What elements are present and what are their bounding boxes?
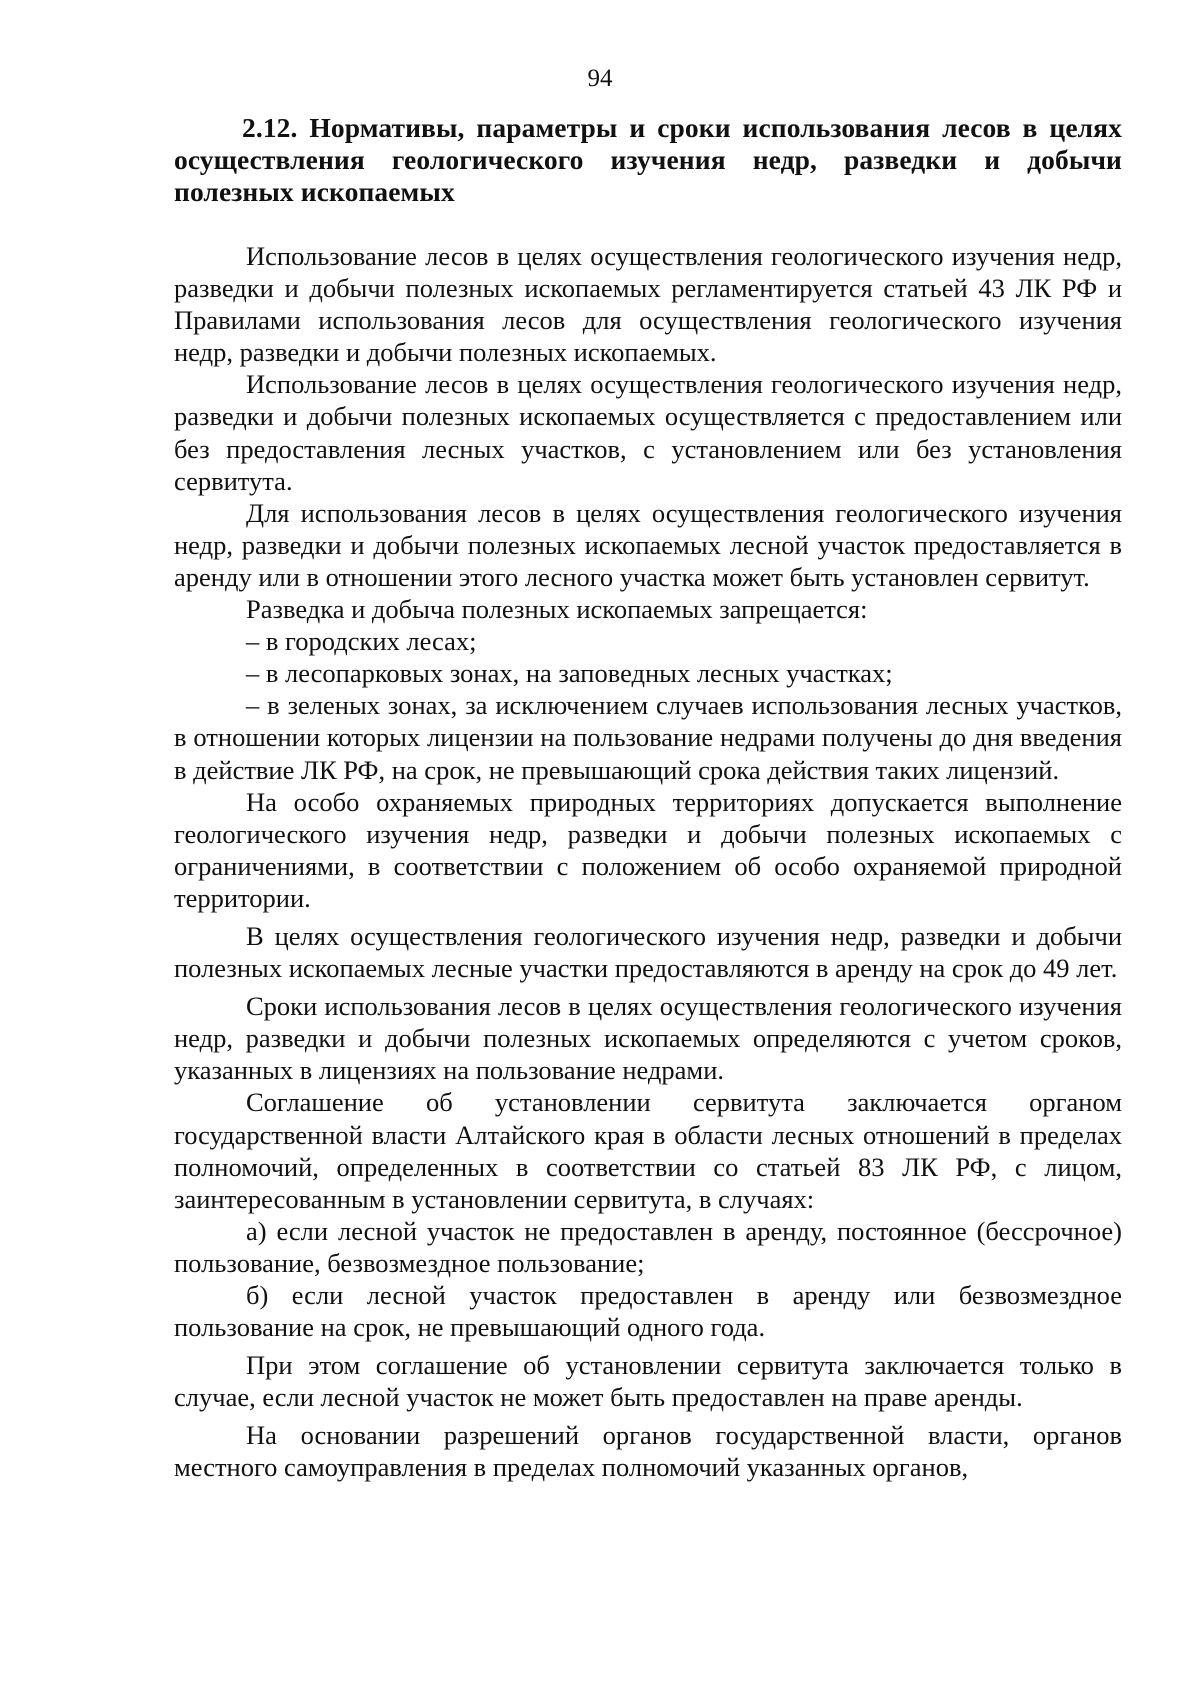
paragraph: В целях осуществления геологического изучения недр, разведки и добычи полезных ископаемых лесные участки предоставляются в аренду на срок до 49 лет. xyxy=(174,920,1122,984)
paragraph: Соглашение об установлении сервитута заключается органом государственной власти Алтайского края в области лесных отношений в пределах полномочий, определенных в соответствии со статьей 83 ЛК РФ, с лицом, заинтересованным в установлении сервитута, в случаях: xyxy=(174,1087,1122,1214)
paragraph: На основании разрешений органов государственной власти, органов местного самоуправления в пределах полномочий указанных органов, xyxy=(174,1420,1122,1483)
body-text xyxy=(174,240,1122,1484)
paragraph: Для использования лесов в целях осуществления геологического изучения недр, разведки и добычи полезных ископаемых лесной участок предоставляется в аренду или в отношении этого лесного участка может быть установлен сервитут. xyxy=(174,497,1122,592)
list-item: а) если лесной участок не предоставлен в аренду, постоянное (бессрочное) пользование, безвозмездное пользование; xyxy=(174,1215,1122,1278)
paragraph: Разведка и добыча полезных ископаемых запрещается: xyxy=(246,594,868,625)
paragraph: При этом соглашение об установлении сервитута заключается только в случае, если лесной участок не может быть предоставлен на праве аренды. xyxy=(174,1350,1122,1413)
list-item: б) если лесной участок предоставлен в аренду или безвозмездное пользование на срок, не превышающий одного года. xyxy=(174,1280,1122,1343)
paragraph: На особо охраняемых природных территориях допускается выполнение геологического изучения недр, разведки и добычи полезных ископаемых с ограничениями, в соответствии с положением об особо охраняемой природной территории. xyxy=(174,786,1122,913)
paragraph: Сроки использования лесов в целях осуществления геологического изучения недр, разведки и добычи полезных ископаемых определяются с учетом сроков, указанных в лицензиях на пользование недрами. xyxy=(174,991,1122,1086)
list-item: – в городских лесах; xyxy=(246,626,477,657)
paragraph: Использование лесов в целях осуществления геологического изучения недр, разведки и добычи полезных ископаемых осуществляется с предоставлением или без предоставления лесных участков, с установлением или без установления сервитута. xyxy=(174,369,1122,496)
paragraph: Использование лесов в целях осуществления геологического изучения недр, разведки и добычи полезных ископаемых регламентируется статьей 43 ЛК РФ и Правилами использования лесов для осуществления геологического изучения недр, разведки и добычи полезных ископаемых. xyxy=(174,241,1122,368)
section-heading: 2.12. Нормативы, параметры и сроки использования лесов в целях осуществления геологического изучения недр, разведки и добычи полезных ископаемых xyxy=(174,112,1122,207)
list-item: – в лесопарковых зонах, на заповедных лесных участках; xyxy=(246,658,893,689)
page-number: 94 xyxy=(587,65,613,92)
list-item: – в зеленых зонах, за исключением случаев использования лесных участков, в отношении которых лицензии на пользование недрами получены до дня введения в действие ЛК РФ, на срок, не превышающий срока действия таких лицензий. xyxy=(174,690,1122,785)
